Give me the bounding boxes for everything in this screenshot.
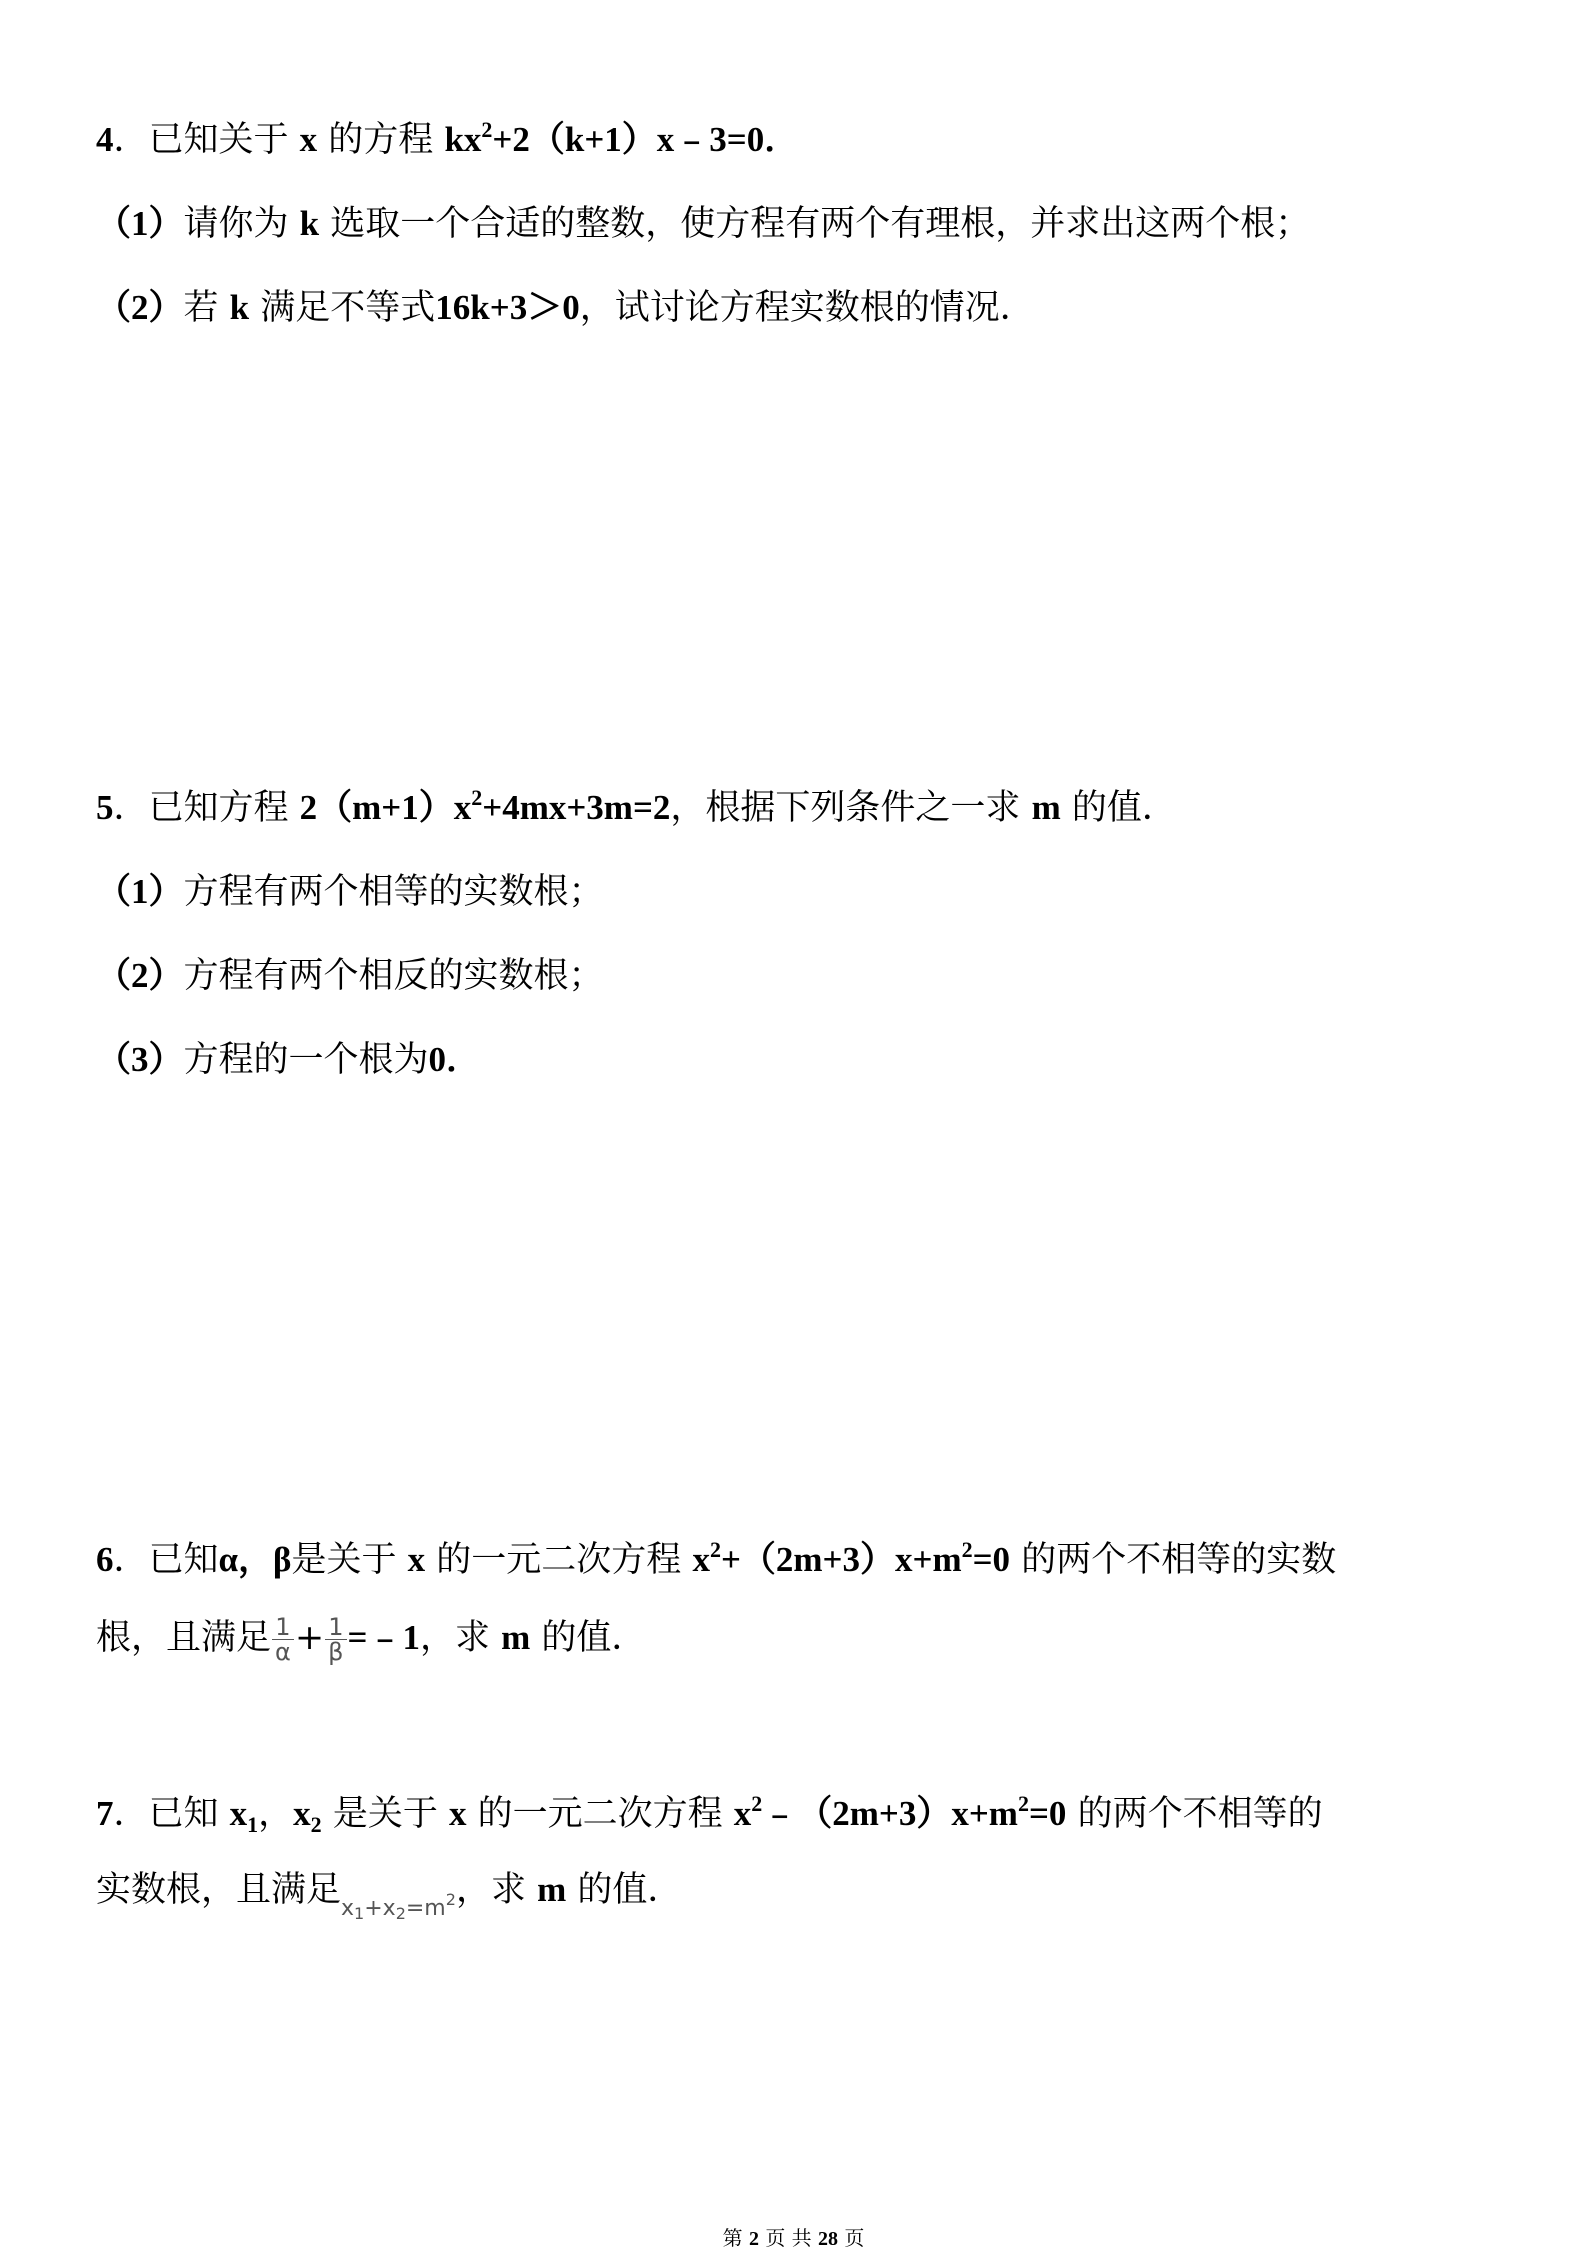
equation: $x^2﹣(2m+3)x+m^2=0$ [733,1791,1067,1833]
q4-line2: （1）请你为 k 选取一个合适的整数，使方程有两个有理根，并求出这两个根； [96,204,1311,244]
question-number: 6 [96,1540,114,1579]
q4-line1: 4．已知关于 x 的方程 $kx^2+2(k+1)x﹣3=0$． [96,117,800,160]
question-number: 5 [96,788,114,827]
q5-line3: （2）方程有两个相反的实数根； [96,956,604,996]
plus-sign: + [294,1618,325,1658]
question-number: 7 [96,1794,114,1833]
page-number: 2 [748,2228,759,2250]
question-number: 4 [96,120,114,159]
part-label: （1） [96,872,184,911]
q5-line2: （1）方程有两个相等的实数根； [96,872,604,912]
q5-line4: （3）方程的一个根为0． [96,1040,482,1080]
greek-roots: α，β [218,1540,292,1579]
inequality: 16k+3＞0 [435,288,580,327]
equation: $2(m+1)x^2+4mx+3m=2$ [299,785,671,827]
part-label: （1） [96,204,184,243]
equation: $x^2+(2m+3)x+m^2=0$ [692,1537,1011,1579]
q5-line1: 5．已知方程 $2(m+1)x^2+4mx+3m=2$，根据下列条件之一求 m 的值． [96,785,1177,828]
total-pages: 28 [818,2228,839,2250]
page-footer: 第 2 页 共 28 页 [722,2226,865,2250]
q4-line3: （2）若 k 满足不等式16k+3＞0，试讨论方程实数根的情况． [96,288,1035,328]
condition-expression: x1+x2=m2 [341,1890,456,1923]
q6-line1: 6．已知α，β是关于 x 的一元二次方程 $x^2+(2m+3)x+m^2=0$ 的两个不相等的实数 [96,1537,1337,1580]
q6-line2: 根，且满足 $\frac{1}{\alpha}$ + $\frac{1}{\beta}$ =﹣1，求 m 的值． [96,1613,647,1666]
part-label: （2） [96,956,184,995]
part-label: （3） [96,1040,184,1079]
equation: $kx^2+2(k+1)x﹣3=0$ [444,117,765,159]
part-label: （2） [96,288,184,327]
q7-line2: 实数根，且满足$_{x_1+x_2=m^2}$，求 m 的值． [96,1870,683,1923]
fraction-one-over-beta: $\frac{1}{\beta}$ [325,1615,346,1664]
q7-line1: 7．已知 $x_1$，$x_2$ 是关于 x 的一元二次方程 $x^2﹣(2m+3)x+m^2=0$ 的两个不相等的 [96,1791,1323,1837]
fraction-one-over-alpha: $\frac{1}{\alpha}$ [272,1615,294,1664]
